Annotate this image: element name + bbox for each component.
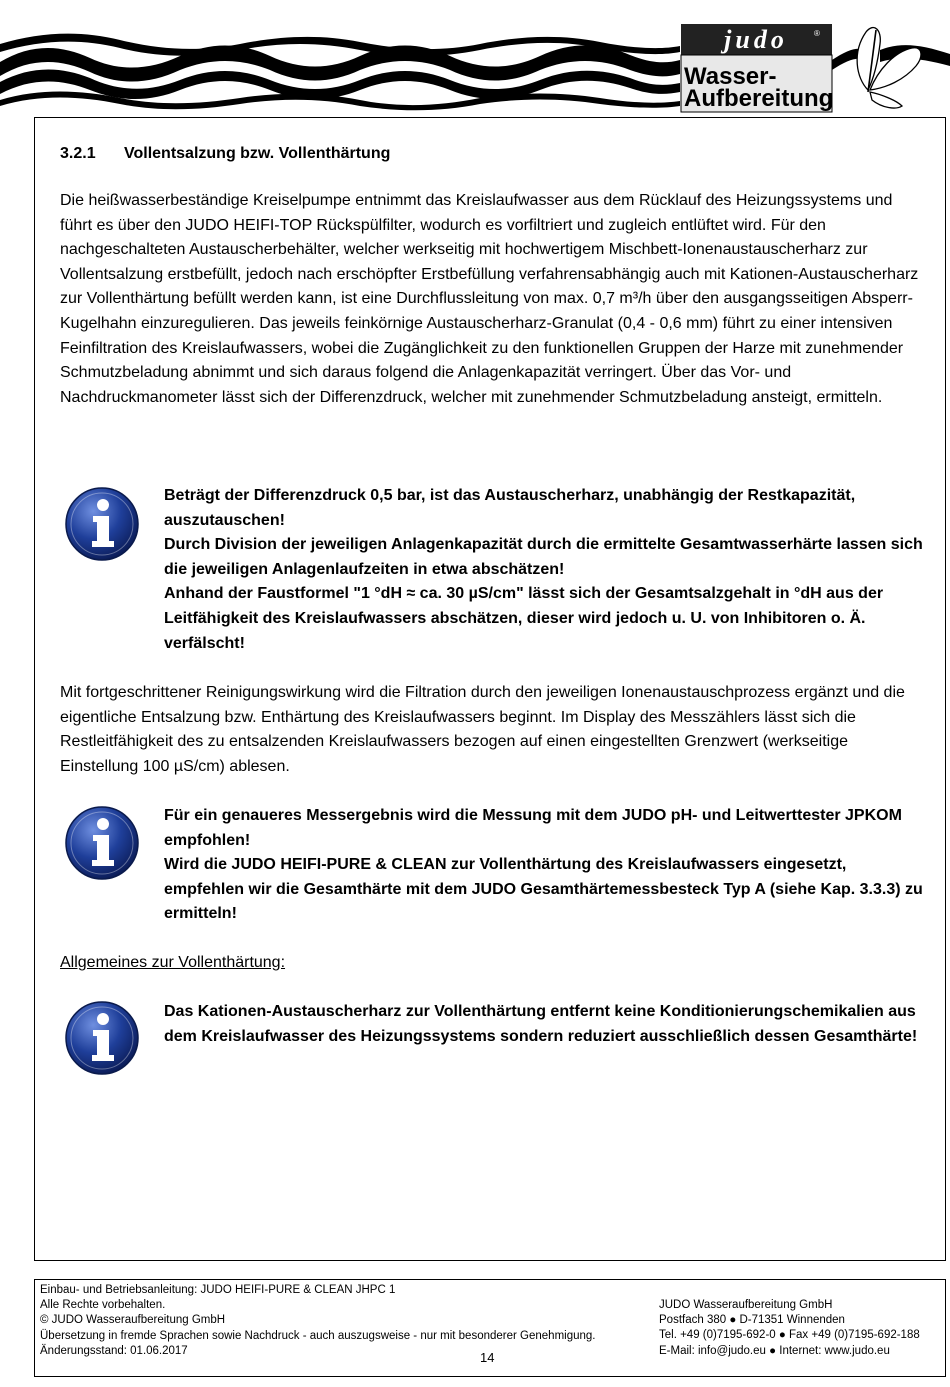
footer-copyright: © JUDO Wasseraufbereitung GmbH [40,1314,226,1327]
footer-legal [40,1283,595,1359]
footer-address: Postfach 380 ● D-71351 Winnenden [659,1314,845,1327]
info-note-2 [164,804,924,927]
info-icon [64,1000,140,1076]
note-3-line-1: Das Kationen-Austauscherharz zur Vollenthärtung entfernt keine Konditionierungschemikalien aus dem Kreislaufwasser des Heizungssystems sondern reduziert ausschließlich dessen Gesamthärte! [164,1003,918,1045]
footer-rights: Alle Rechte vorbehalten. [40,1299,166,1312]
svg-text:Aufbereitung: Aufbereitung [684,85,834,112]
note-2-line-1: Für ein genaueres Messergebnis wird die Messung mit dem JUDO pH- und Leitwerttester JPKOM empfohlen! [164,807,902,849]
page-number: 14 [480,1350,495,1365]
info-icon [64,486,140,562]
section-title-text: Vollentsalzung bzw. Vollenthärtung [124,145,391,162]
footer-manual-title: Einbau- und Betriebsanleitung: JUDO HEIFI-PURE & CLEAN JHPC 1 [40,1284,396,1296]
footer-phone: Tel. +49 (0)7195-692-0 ● Fax +49 (0)7195-692-188 [659,1329,920,1342]
note-1-line-1: Beträgt der Differenzdruck 0,5 bar, ist das Austauscherharz, unabhängig der Restkapazität, auszutauschen! [164,487,856,529]
info-icon [64,805,140,881]
note-1-line-3: Anhand der Faustformel "1 °dH ≈ ca. 30 µS/cm" lässt sich der Gesamtsalzgehalt in °dH aus der Leitfähigkeit des Kreislaufwassers abschätzen, dieser wird jedoch u. U. von Inhibitoren o. Ä. verfälscht! [164,585,884,652]
page-footer [34,1279,946,1377]
svg-text:Wasser-: Wasser- [684,63,777,90]
svg-text:®: ® [814,29,820,38]
note-2-line-2: Wird die JUDO HEIFI-PURE & CLEAN zur Vollenthärtung des Kreislaufwassers eingesetzt, empfehlen wir die Gesamthärte mit dem JUDO Gesamthärtemessbesteck Typ A (siehe Kap. 3.3.3) zu ermitteln! [164,856,923,923]
subheading: Allgemeines zur Vollenthärtung: [60,954,286,971]
info-note-3 [164,1000,924,1049]
page-header [0,0,950,118]
section-number: 3.2.1 [60,145,96,162]
section-title [60,145,390,163]
judo-logo [681,24,833,112]
body-paragraph-2: Mit fortgeschrittener Reinigungswirkung wird die Filtration durch den jeweiligen Ionenaustauschprozess ergänzt und die eigentliche Entsalzung bzw. Enthärtung des Kreislaufwassers beginnt. Im Display des Messzählers lässt sich die Restleitfähigkeit des zu entsalzenden Kreislaufwassers bezogen auf einen eingestellten Grenzwert (werkseitige Einstellung 100 µS/cm) ablesen. [60,684,905,775]
footer-translation-note: Übersetzung in fremde Sprachen sowie Nachdruck - auch auszugsweise - nur mit besonderer Genehmigung. [40,1329,596,1342]
svg-text:judo: judo [724,25,788,54]
footer-email: E-Mail: info@judo.eu ● Internet: www.judo.eu [659,1344,890,1357]
body-paragraph-1: Die heißwasserbeständige Kreiselpumpe entnimmt das Kreislaufwasser aus dem Rücklauf des Heizungssystems und führt es über den JUDO HEIFI-TOP Rückspülfilter, wodurch es vorfiltriert und zugleich entlüftet wird. Für den nachgeschalteten Austauscherbehälter, welcher werkseitig mit hochwertigem Mischbett-Ionenaustauscherharz zur Vollentsalzung erstbefüllt, jedoch nach erschöpfter Erstbefüllung verfahrensabhängig auch mit Kationen-Austauscherharz zur Vollenthärtung befüllt werden kann, ist eine Durchflussleitung von max. 0,7 m³/h über den ausgangsseitigen Absperr-Kugelhahn einzuregulieren. Das jeweils feinkörnige Austauscherharz-Granulat (0,4 - 0,6 mm) führt zu einer intensiven Feinfiltration des Kreislaufwassers, wobei die Zugänglichkeit zu den funktionellen Gruppen der Harze mit zunehmender Schmutzbeladung abnimmt und sich daraus folgend die Anlagenkapazität verringert. Über das Vor- und Nachdruckmanometer lässt sich der Differenzdruck, welcher mit zunehmender Schmutzbeladung ansteigt, ermitteln. [60,192,919,406]
note-1-line-2: Durch Division der jeweiligen Anlagenkapazität durch die ermittelte Gesamtwasserhärte lassen sich die jeweiligen Anlagenlaufzeiten in etwa abschätzen! [164,536,923,578]
footer-contact [659,1298,920,1359]
info-note-1 [164,484,924,656]
butterfly-icon [857,28,921,108]
footer-revision: Änderungsstand: 01.06.2017 [40,1344,188,1357]
footer-company: JUDO Wasseraufbereitung GmbH [659,1299,833,1311]
